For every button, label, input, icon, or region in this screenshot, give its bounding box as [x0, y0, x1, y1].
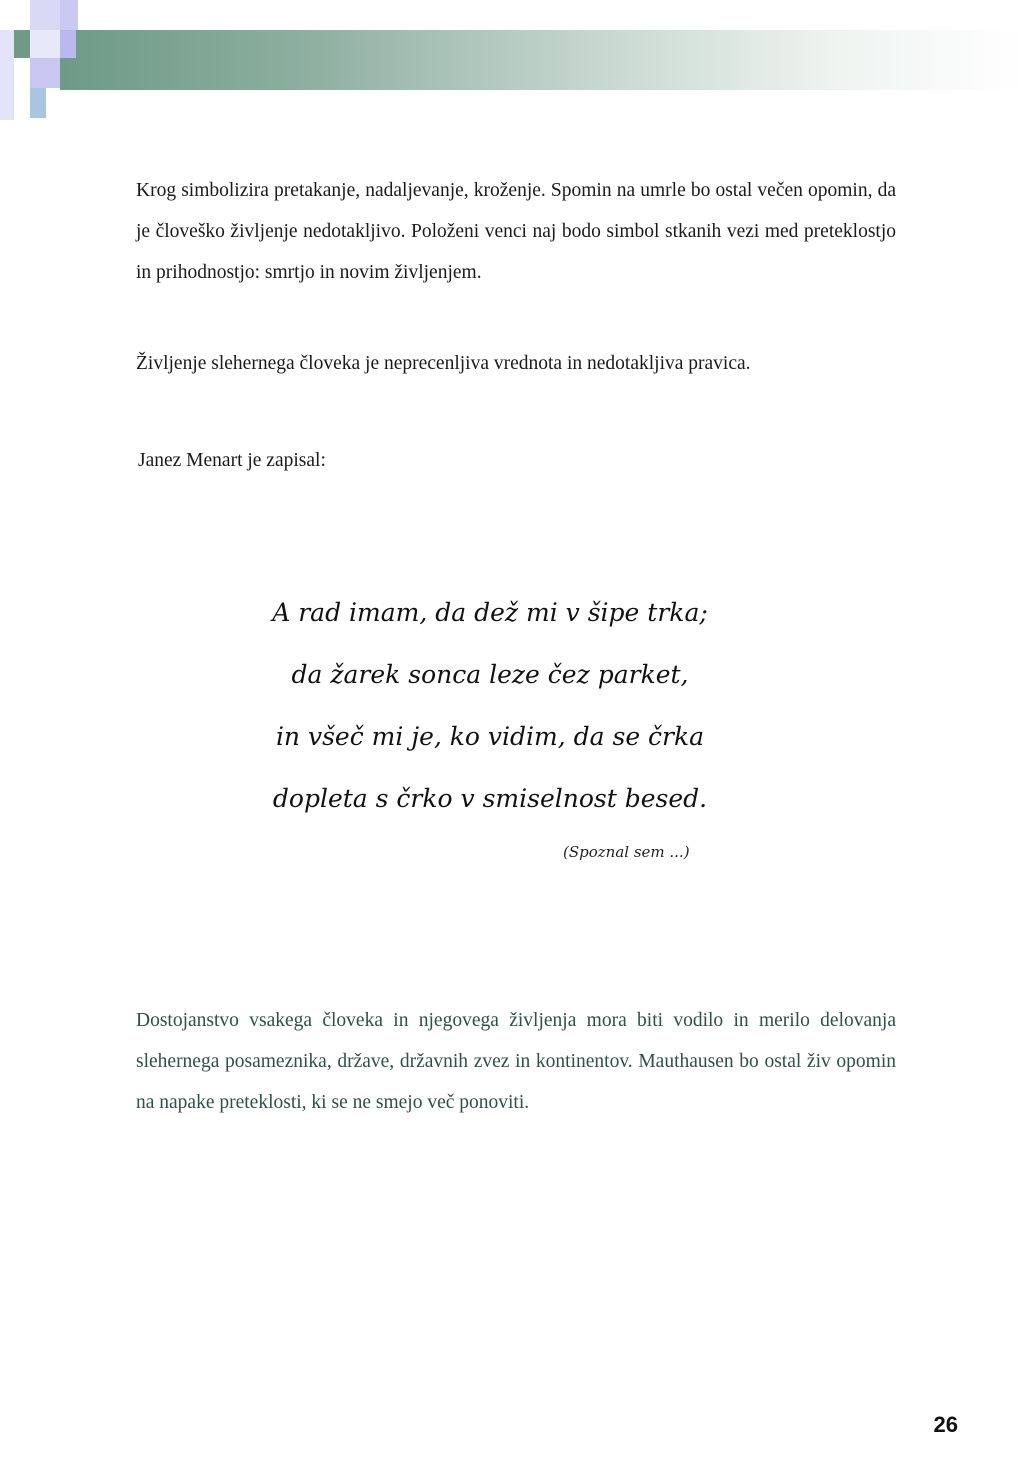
header-square-decoration — [0, 30, 14, 120]
header-square-decoration — [30, 30, 60, 58]
header-square-decoration — [30, 58, 60, 88]
paragraph-life-value: Življenje slehernega človeka je neprecenljiva vrednota in nedotakljiva pravica. — [136, 353, 751, 374]
poem-quote — [200, 582, 780, 830]
poem-attribution: (Spoznal sem ...) — [563, 843, 690, 861]
poem-line: da žarek sonca leze čez parket, — [291, 660, 689, 689]
header-square-decoration — [30, 0, 60, 30]
poem-line: dopleta s črko v smiselnost besed. — [272, 784, 708, 813]
header-square-decoration — [14, 30, 30, 58]
header-gradient-band — [60, 30, 1024, 90]
poem-line: in všeč mi je, ko vidim, da se črka — [275, 722, 705, 751]
header-square-decoration — [60, 30, 76, 58]
header-square-decoration — [30, 88, 46, 118]
paragraph-quote-intro: Janez Menart je zapisal: — [138, 450, 326, 471]
header-square-decoration — [60, 0, 78, 30]
paragraph-circle-symbolism: Krog simbolizira pretakanje, nadaljevanje, kroženje. Spomin na umrle bo ostal večen opomin, da je človeško življenje nedotakljivo. Položeni venci naj bodo simbol stkanih vezi med preteklostjo in prihodnostjo: smrtjo in novim življenjem. — [136, 180, 896, 283]
paragraph-dignity: Dostojanstvo vsakega človeka in njegovega življenja mora biti vodilo in merilo delovanja slehernega posameznika, države, državnih zvez in kontinentov. Mauthausen bo ostal živ opomin na napake preteklosti, ki se ne smejo več ponoviti. — [136, 1010, 896, 1113]
page-number: 26 — [933, 1412, 958, 1437]
poem-line: A rad imam, da dež mi v šipe trka; — [272, 598, 708, 627]
header-square-decoration — [0, 0, 30, 30]
